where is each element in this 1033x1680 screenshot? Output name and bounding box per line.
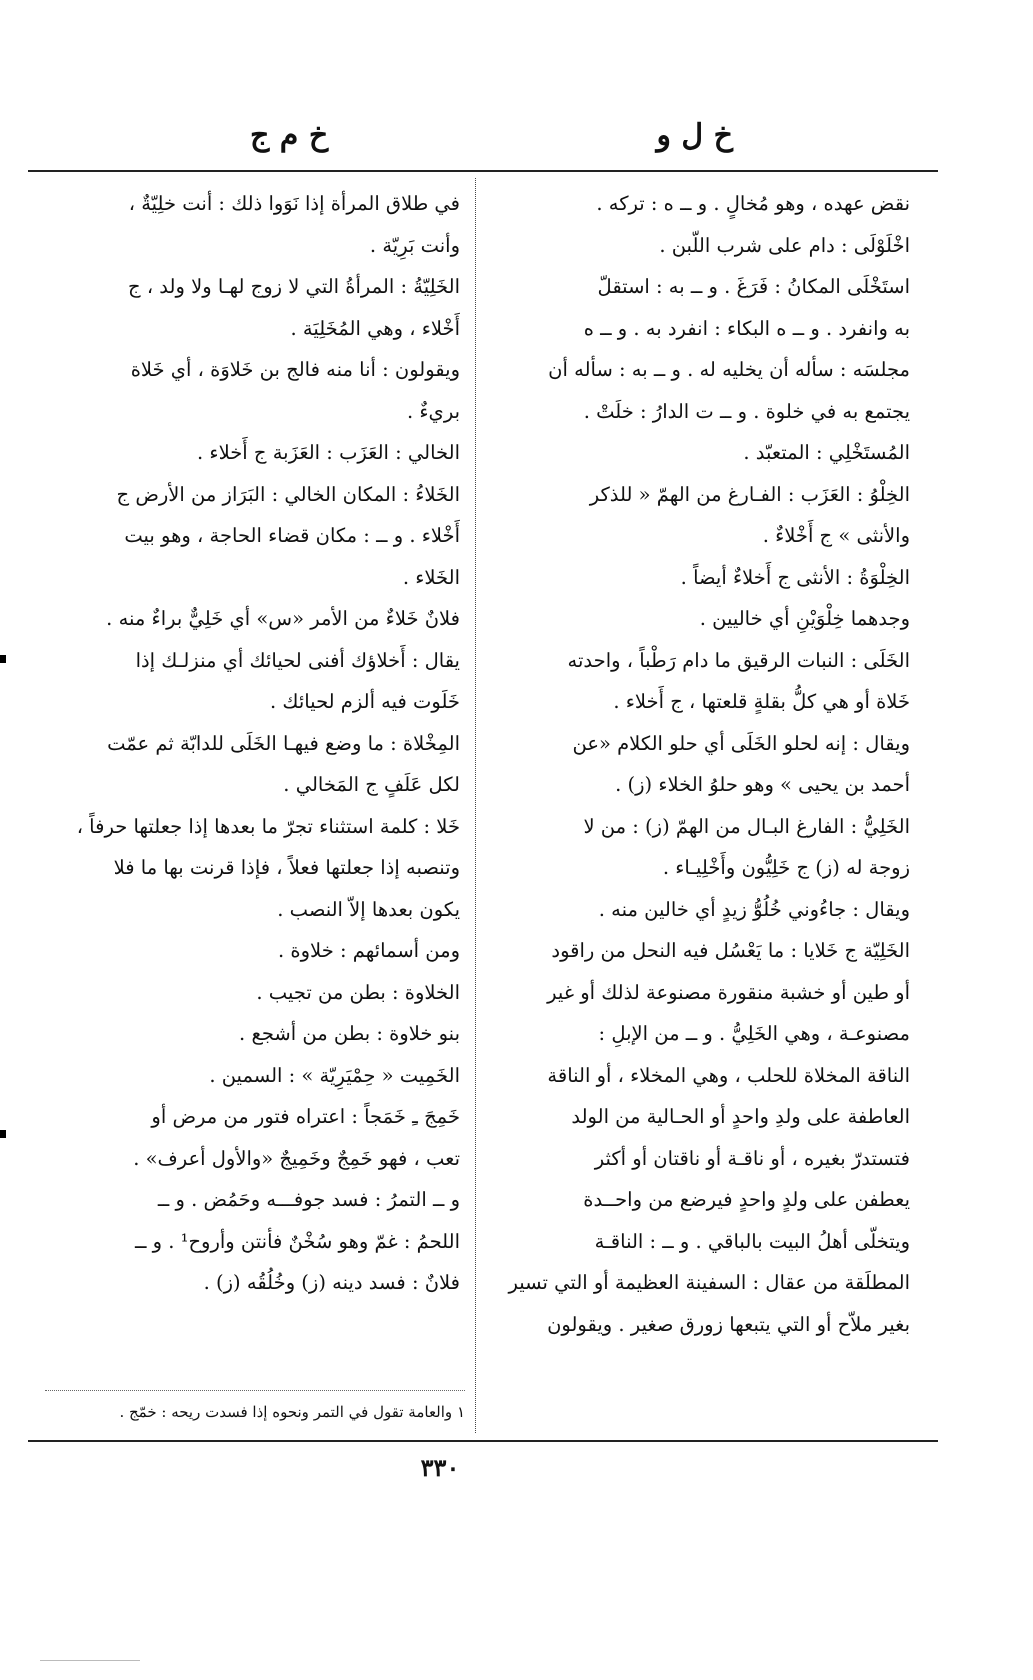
- text-line: لكل عَلَفٍ ج المَخالي .: [283, 773, 460, 796]
- text-line: ويتخلّى أهلُ البيت بالباقي . و ــ : الناقـة: [594, 1229, 910, 1253]
- text-line: وأنت بَرِيّة .: [369, 233, 460, 257]
- text-line: فتستدرّ بغيره ، أو ناقـة أو ناقتان أو أكثر: [594, 1146, 910, 1170]
- text-line: تعب ، فهو خَمِجٌ وخَمِيجٌ «والأول أعرف» .: [133, 1146, 460, 1170]
- text-line: في طلاق المرأة إذا نَوَوا ذلك : أنت خلِيّةٌ ،: [128, 192, 460, 215]
- text-line: وتنصبه إذا جعلتها فعلاً ، فإذا قرنت بها ما فلا: [113, 856, 460, 879]
- text-line: الخلاوة : بطن من تجيب .: [256, 980, 460, 1004]
- text-line: الخَلاء .: [402, 565, 460, 589]
- text-line: الخَلِيّة ج خَلايا : ما يَعْسُل فيه النحل من راقود: [551, 939, 910, 962]
- text-line: نقض عهده ، وهو مُخالٍ . و ــ ه : تركه .: [596, 192, 910, 215]
- text-line: الخَلِيُّ : الفارغ البـال من الهمّ (ز) : من لا: [583, 814, 910, 838]
- right-column: [490, 183, 910, 1345]
- text-line: الخِلْوَةُ : الأنثى ج أَخلاءٌ أيضاً .: [680, 565, 910, 589]
- running-header-left: خ م ج: [250, 118, 329, 153]
- text-line: الخَلاءُ : المكان الخالي : البَرَاز من الأرض ج: [116, 482, 460, 506]
- footnote-separator: [45, 1390, 465, 1391]
- scan-edge-line: [40, 1660, 140, 1661]
- text-line: زوجة له (ز) ج خَلِيُّون وأَخْلِيـاء .: [662, 856, 910, 879]
- text-line: وجدهما خِلْوَيْنِ أي خاليين .: [699, 607, 910, 630]
- text-line: و ــ التمرُ : فسد جوفـــه وحَمُض . و ــ: [157, 1188, 460, 1211]
- margin-mark: [0, 655, 6, 663]
- text-line: مجلسَه : سأله أن يخليه له . و ــ به : سأله أن: [548, 358, 910, 381]
- running-header-right: خ ل و: [656, 118, 733, 153]
- margin-mark: [0, 1130, 6, 1138]
- text-line: به وانفرد . و ــ ه البكاء : انفرد به . و ــ ه: [583, 316, 910, 340]
- text-line: أو طين أو خشبة منقورة مصنوعة لذلك أو غير: [547, 980, 910, 1004]
- text-line: الناقة المخلاة للحلب ، وهي المخلاء ، أو الناقة: [547, 1063, 910, 1087]
- text-line: خَلَوت فيه ألزم لحيائك .: [269, 690, 460, 713]
- text-line: أحمد بن يحيى » وهو حلوُ الخلاء (ز) .: [615, 773, 910, 796]
- text-line: والأنثى » ج أَخْلاءٌ .: [762, 524, 910, 547]
- left-column: [40, 183, 460, 1304]
- text-line: بريءٌ .: [406, 399, 460, 423]
- text-line: العاطفة على ولدِ واحدٍ أو الحـالية من الولد: [571, 1105, 910, 1128]
- header-rule: [28, 170, 938, 172]
- text-line: ويقولون : أنا منه فالج بن خَلاوَة ، أي خَلاة: [130, 358, 460, 381]
- text-line: فلانٌ خَلاءٌ من الأمر «س» أي خَلِيٌّ براءٌ منه .: [106, 607, 460, 630]
- text-line: خَلا : كلمة استثناء تجرّ ما بعدها إذا جعلتها حرفاً ،: [76, 814, 460, 838]
- text-line: ويقال : جاءُوني خُلُوُّ زيدٍ أي خالين منه .: [598, 897, 910, 921]
- text-line: المطلَقة من عقال : السفينة العظيمة أو التي تسير: [508, 1271, 910, 1294]
- text-line: فلانٌ : فسد دينه (ز) وخُلُقُه (ز) .: [203, 1271, 460, 1294]
- text-line: المِخْلاة : ما وضع فيهـا الخَلَى للدابّة ثم عمّت: [107, 731, 460, 755]
- text-line: المُستَخْلِي : المتعبّد .: [743, 441, 910, 464]
- text-line: يكون بعدها إلاّ النصب .: [277, 897, 460, 921]
- text-line: خَلاة أو هي كلُّ بقلةٍ قلعتها ، ج أَخلاء .: [613, 690, 910, 713]
- text-line: الخَمِيت « حِمْيَرِيّة » : السمين .: [209, 1063, 460, 1087]
- footnote: ١ والعامة تقول في التمر ونحوه إذا فسدت ريحه : خمّج .: [119, 1403, 465, 1421]
- text-line: بغير ملاّح أو التي يتبعها زورق صغير . ويقولون: [547, 1312, 910, 1336]
- footer-rule: [28, 1440, 938, 1442]
- text-line: ومن أسمائهم : خلاوة .: [278, 939, 460, 962]
- text-line: الخالي : العَزَب : العَزَبة ج أَخلاء .: [197, 441, 460, 464]
- text-line: يجتمع به في خلوة . و ــ ت الدارُ : خلَتْ .: [583, 399, 910, 423]
- column-divider: [475, 178, 476, 1433]
- text-line: استَخْلَى المكانُ : فَرَغَ . و ــ به : استقلّ: [597, 275, 910, 298]
- text-line: يقال : أَخلاؤك أفنى لحيائك أي منزلـك إذا: [135, 648, 460, 672]
- text-line: الخَلَى : النبات الرقيق ما دام رَطْباً ، واحدته: [567, 648, 910, 672]
- page-number: ٣٣٠: [420, 1453, 460, 1482]
- text-line: أَخْلاء . و ــ : مكان قضاء الحاجة ، وهو بيت: [124, 524, 460, 547]
- text-line: الخِلْوُ : العَزَب : الفـارغ من الهمّ « للذكر: [589, 482, 910, 506]
- text-line: الخَلِيّةُ : المرأةُ التي لا زوج لهـا ولا ولد ، ج: [128, 275, 460, 298]
- text-line: ويقال : إنه لحلو الخَلَى أي حلو الكلام «عن: [572, 731, 910, 755]
- text-line: خَمِجَ ـِ خَمَجاً : اعتراه فتور من مرض أو: [151, 1105, 460, 1128]
- text-line: أَخْلاء ، وهي المُخَلِيَة .: [290, 316, 460, 340]
- text-line: اللحمُ : غمّ وهو سُخْنٌ فأنتن وأروح¹ . و ــ: [134, 1229, 460, 1253]
- text-line: بنو خلاوة : بطن من أشجع .: [239, 1022, 460, 1045]
- text-line: مصنوعـة ، وهي الخَلِيُّ . و ــ من الإبلِ :: [598, 1022, 910, 1045]
- text-line: اخْلَوْلَى : دام على شرب اللّبن .: [659, 233, 910, 257]
- text-line: يعطفن على ولدٍ واحدٍ فيرضع من واحــدة: [583, 1188, 910, 1211]
